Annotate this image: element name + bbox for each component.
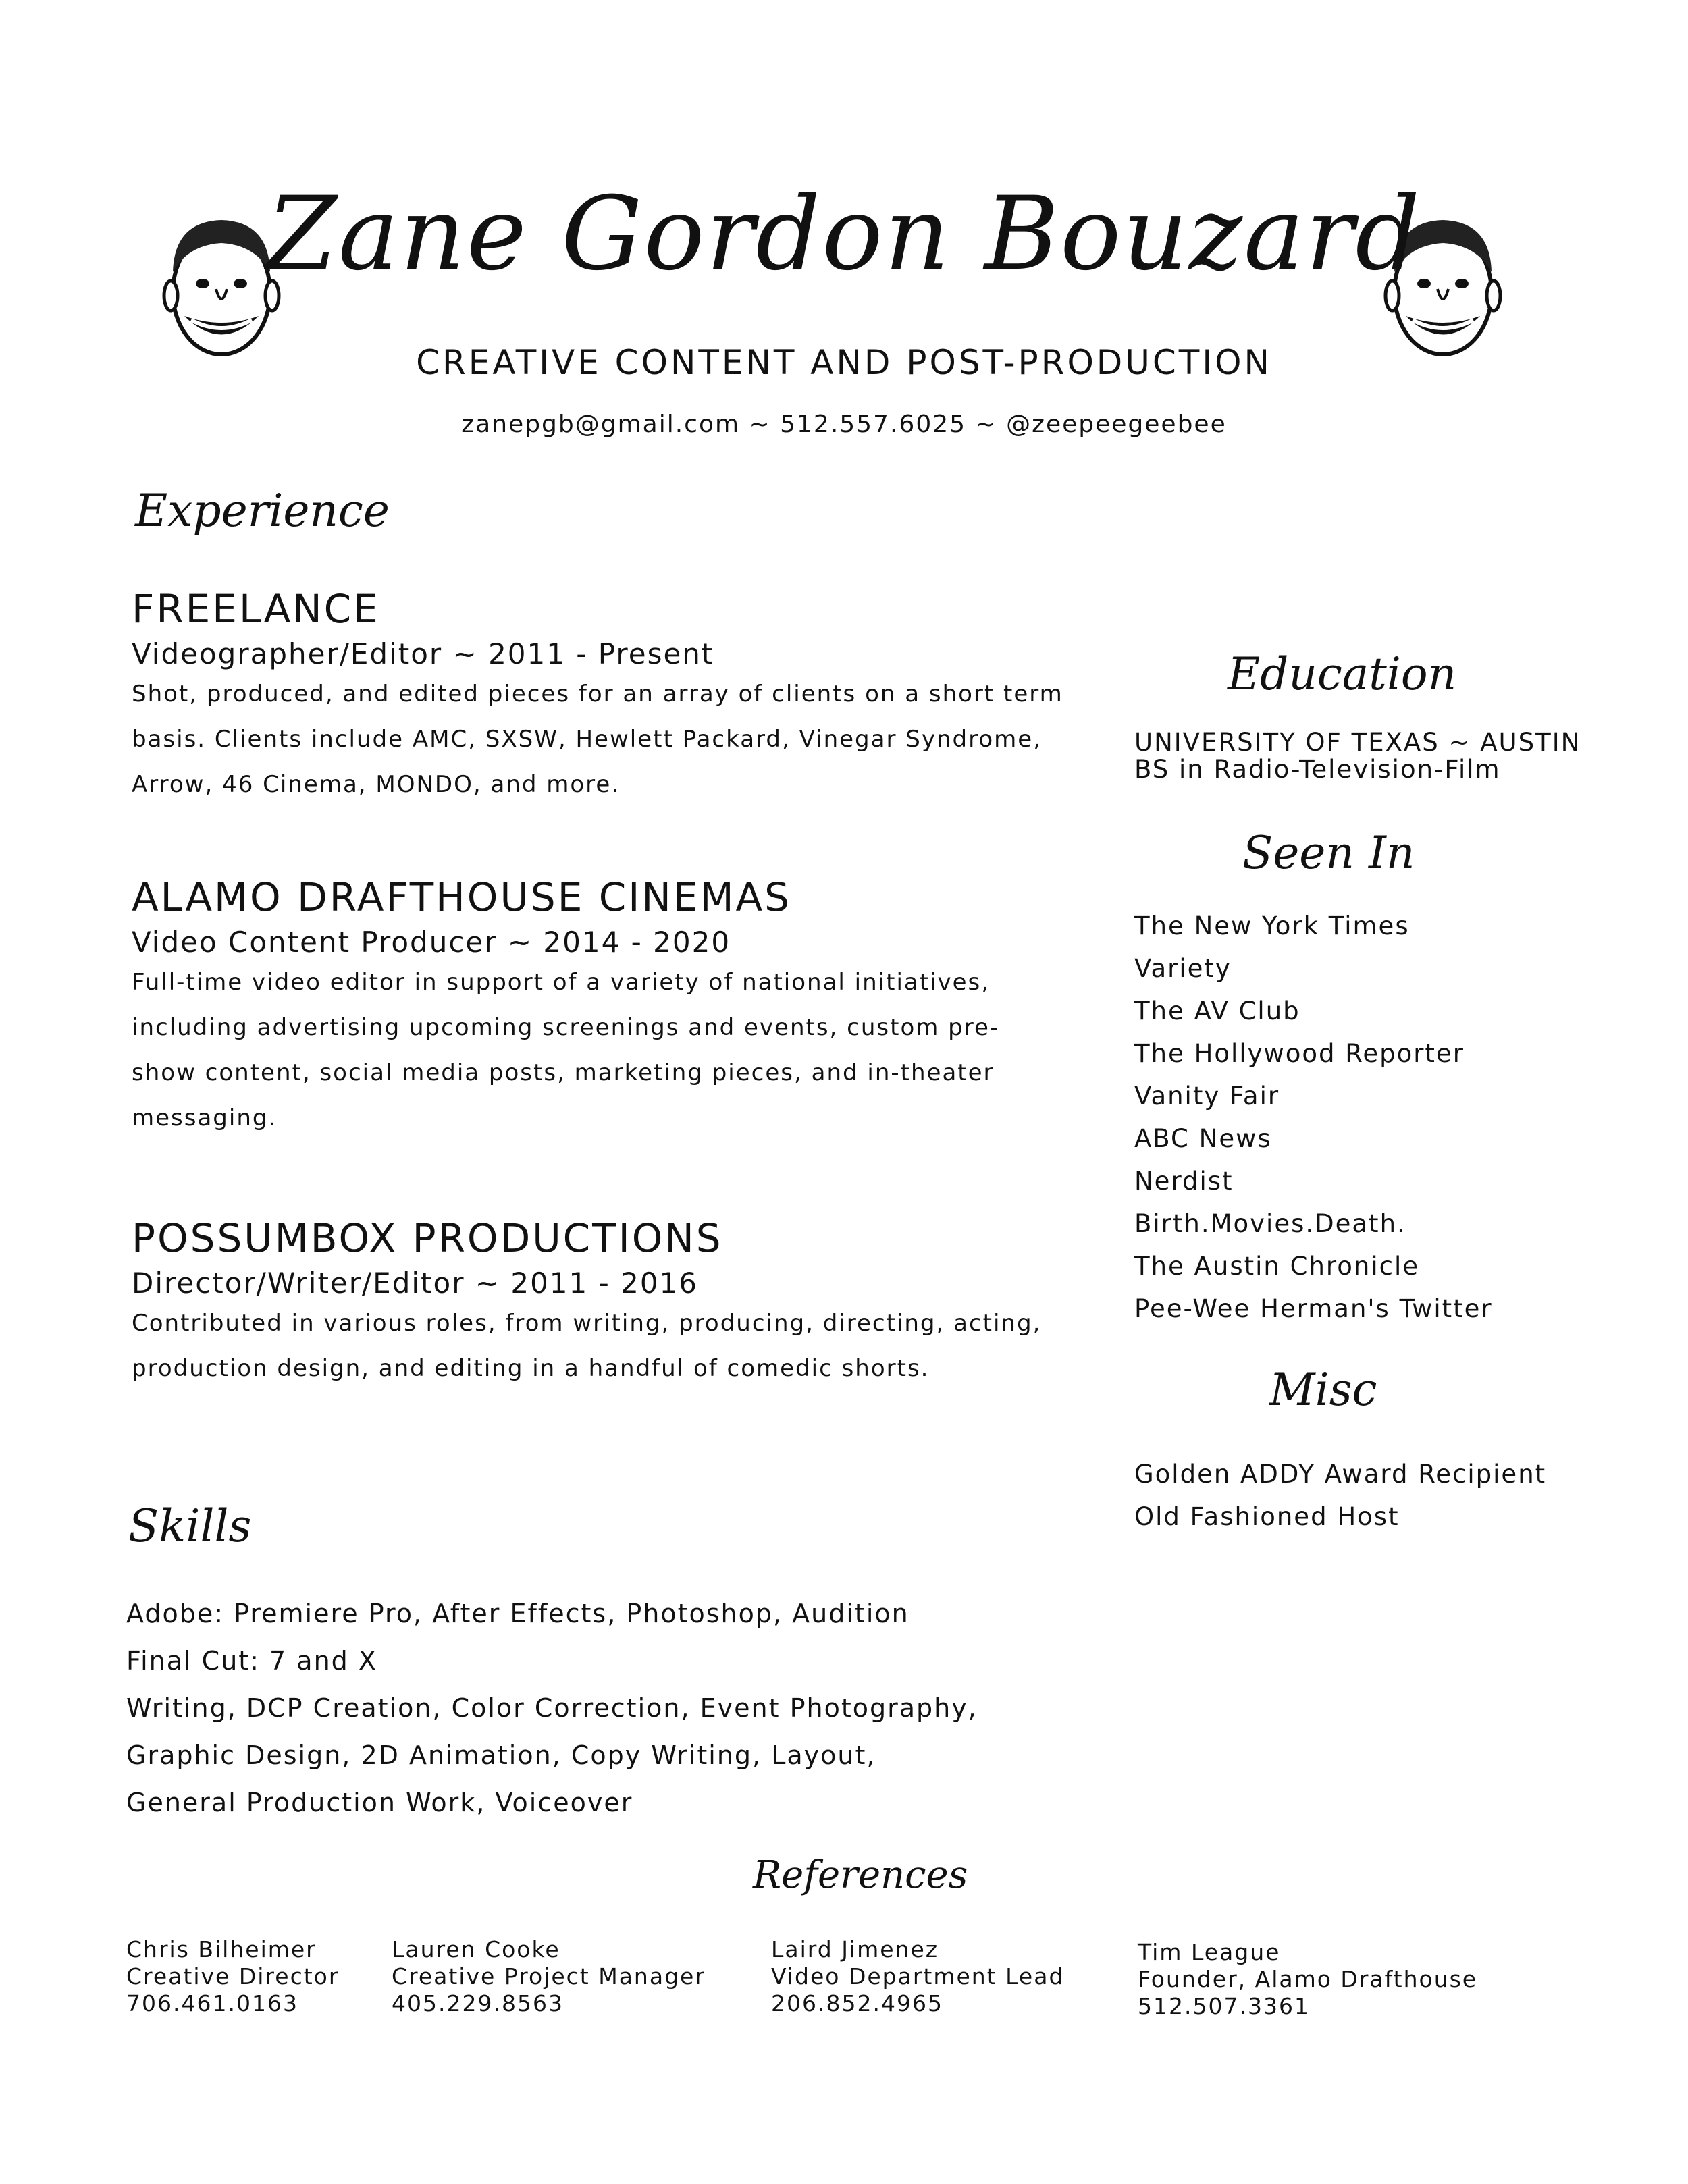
skills-list	[126, 1590, 978, 1826]
list-item: The AV Club	[1134, 996, 1300, 1026]
skills-line: Final Cut: 7 and X	[126, 1646, 377, 1676]
job-description: Full-time video editor in support of a variety of national initiatives, including advertising upcoming screenings and events, custom pre-show content, social media posts, marketing pieces, and in-theater messaging.	[132, 969, 1000, 1131]
job-possumbox	[132, 1215, 1063, 1391]
education-degree: BS in Radio-Television-Film	[1134, 755, 1501, 784]
reference-phone: 706.461.0163	[126, 1990, 298, 2017]
reference-name: Chris Bilheimer	[126, 1936, 317, 1963]
job-freelance	[132, 586, 1063, 807]
reference-title: Creative Project Manager	[392, 1963, 706, 1990]
job-role: Videographer/Editor ~ 2011 - Present	[132, 637, 714, 670]
list-item: The Austin Chronicle	[1134, 1252, 1420, 1281]
job-company: FREELANCE	[132, 586, 380, 632]
reference-name: Tim League	[1138, 1939, 1281, 1965]
reference-title: Founder, Alamo Drafthouse	[1138, 1966, 1478, 1992]
list-item: Nerdist	[1134, 1167, 1234, 1196]
job-alamo-drafthouse	[132, 874, 1063, 1141]
misc-heading: Misc	[1269, 1364, 1377, 1416]
reference-card	[126, 1936, 339, 2017]
reference-card	[771, 1936, 1064, 2017]
education-school: UNIVERSITY OF TEXAS ~ AUSTIN	[1134, 728, 1581, 757]
list-item: The New York Times	[1134, 911, 1410, 940]
job-role: Video Content Producer ~ 2014 - 2020	[132, 926, 731, 959]
list-item: Pee-Wee Herman's Twitter	[1134, 1294, 1493, 1323]
resume-name: Zane Gordon Bouzard	[266, 176, 1422, 293]
references-heading: References	[753, 1853, 968, 1897]
list-item: ABC News	[1134, 1124, 1272, 1153]
education-entry	[1134, 729, 1581, 783]
list-item: Birth.Movies.Death.	[1134, 1209, 1406, 1238]
seen-in-heading: Seen In	[1242, 827, 1415, 879]
misc-list	[1134, 1453, 1546, 1538]
job-company: POSSUMBOX PRODUCTIONS	[132, 1215, 723, 1261]
skills-line: General Production Work, Voiceover	[126, 1788, 633, 1817]
skills-line: Writing, DCP Creation, Color Correction, Event Photography,	[126, 1693, 978, 1723]
reference-title: Creative Director	[126, 1963, 340, 1990]
list-item: The Hollywood Reporter	[1134, 1039, 1465, 1068]
reference-phone: 206.852.4965	[771, 1990, 943, 2017]
reference-name: Laird Jimenez	[771, 1936, 939, 1963]
contact-line: zanepgb@gmail.com ~ 512.557.6025 ~ @zeepeegeebee	[461, 410, 1227, 438]
job-description: Shot, produced, and edited pieces for an array of clients on a short term basis. Clients include AMC, SXSW, Hewlett Packard, Vinegar Syndrome, Arrow, 46 Cinema, MONDO, and more.	[132, 681, 1063, 798]
list-item: Vanity Fair	[1134, 1082, 1280, 1111]
reference-phone: 405.229.8563	[392, 1990, 564, 2017]
job-company: ALAMO DRAFTHOUSE CINEMAS	[132, 874, 791, 920]
reference-phone: 512.507.3361	[1138, 1993, 1310, 2019]
experience-heading: Experience	[135, 485, 390, 537]
skills-heading: Skills	[128, 1500, 252, 1552]
list-item: Old Fashioned Host	[1134, 1502, 1400, 1531]
reference-title: Video Department Lead	[771, 1963, 1065, 1990]
list-item: Golden ADDY Award Recipient	[1134, 1460, 1547, 1489]
reference-name: Lauren Cooke	[392, 1936, 560, 1963]
resume-tagline: CREATIVE CONTENT AND POST-PRODUCTION	[416, 343, 1272, 382]
education-heading: Education	[1228, 648, 1457, 700]
skills-line: Adobe: Premiere Pro, After Effects, Photoshop, Audition	[126, 1599, 909, 1628]
seen-in-list	[1134, 905, 1493, 1330]
list-item: Variety	[1134, 954, 1232, 983]
reference-card	[392, 1936, 706, 2017]
job-role: Director/Writer/Editor ~ 2011 - 2016	[132, 1267, 698, 1300]
reference-card	[1138, 1939, 1477, 2020]
job-description: Contributed in various roles, from writing, producing, directing, acting, production design, and editing in a handful of comedic shorts.	[132, 1310, 1042, 1382]
skills-line: Graphic Design, 2D Animation, Copy Writing, Layout,	[126, 1740, 876, 1770]
